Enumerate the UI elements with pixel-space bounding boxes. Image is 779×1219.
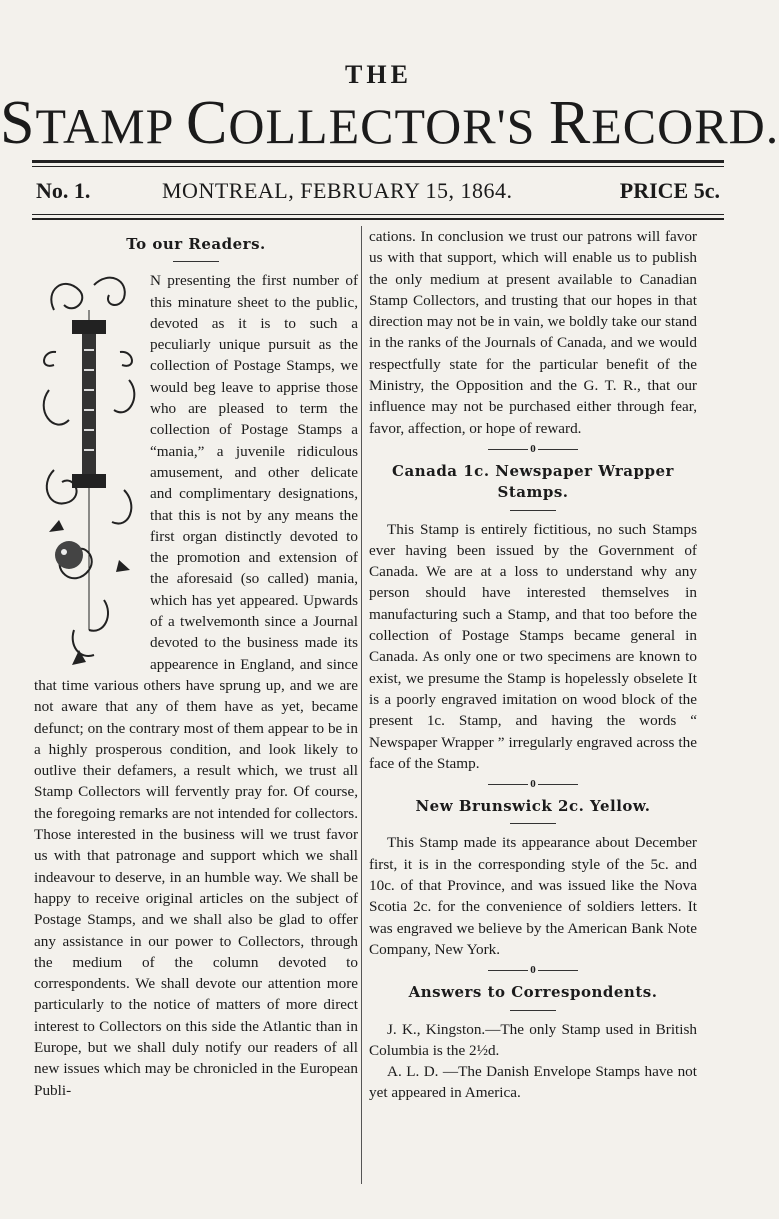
masthead-rule-thick <box>32 160 724 163</box>
heading-to-our-readers: To our Readers. <box>126 235 266 253</box>
issue-rule-thin <box>32 214 724 215</box>
heading-answers: Answers to Correspondents. <box>408 983 658 1002</box>
heading-underline <box>510 510 556 511</box>
masthead-rule-thin <box>32 166 724 167</box>
answer-item: J. K., Kingston.—The only Stamp used in British Columbia is the 2½d. <box>369 1020 697 1059</box>
issue-line <box>32 178 724 208</box>
heading-underline <box>173 261 219 262</box>
masthead-title: STAMP COLLECTOR'S RECORD. <box>0 89 779 157</box>
column-divider <box>361 226 362 1184</box>
canada-wrapper-text: This Stamp is entirely fictitious, no such Stamps ever having been issued by the Government of Canada. We are at a loss to understand why any person should have interested themselves in manufacturing such a Stamp, and that too before the collection of Postage Stamps became general in Canada. As only one or two specimens are known to exist, we presume the Stamp is hopelessly obselete It is a poorly engraved imitation on wood block of the present 1c. Stamp, and having the words “ Newspaper Wrapper ” irregularly engraved across the face of the Stamp. <box>369 520 697 772</box>
issue-number: No. 1. <box>36 178 91 203</box>
issue-price: PRICE 5c. <box>619 178 720 203</box>
masthead-the: THE <box>345 60 412 89</box>
heading-underline <box>510 1010 556 1011</box>
heading-new-brunswick: New Brunswick 2c. Yellow. <box>415 797 651 816</box>
left-column <box>34 226 358 1101</box>
heading-canada-wrapper: Canada 1c. Newspaper Wrapper Stamps. <box>392 461 674 502</box>
new-brunswick-text: This Stamp made its appearance about December first, it is in the corresponding style of the 5c. and 10c. of that Province, and was issued like the Nova Scotia 2c. for the convenience of soldiers letters. It was engraved we believe by the American Bank Note Company, New York. <box>369 834 697 958</box>
issue-date: MONTREAL, FEBRUARY 15, 1864. <box>162 178 513 203</box>
separator-ornament: 0 <box>369 443 697 455</box>
answer-item: A. L. D. —The Danish Envelope Stamps have not yet appeared in America. <box>369 1063 697 1102</box>
ornamental-initial-i-icon <box>34 270 144 670</box>
to-our-readers-continuation: cations. In conclusion we trust our patrons will favor us with that support, which will enable us to publish the only medium at present available to Canadian Stamp Collectors, and trusting that our hopes in that direction may not be in vain, we boldly take our stand in the ranks of the Journals of Canada, and we would respectfully state for the particular benefit of the Ministry, the Opposition and the G. T. R., that our influence may not be purchased either through fear, favor, affection, or hope of reward. <box>369 228 697 437</box>
right-column <box>369 226 697 1104</box>
separator-ornament: 0 <box>369 964 697 976</box>
heading-underline <box>510 823 556 824</box>
issue-rule-thick <box>32 218 724 220</box>
separator-ornament: 0 <box>369 778 697 790</box>
to-our-readers-text: N presenting the first number of this minature sheet to the public, devoted as it is to such a peculiarly unique pursuit as the collection of Postage Stamps, we would beg leave to apprise those who are pleased to term the collection of Postage Stamps a “mania,” a juvenile ridiculous amusement, and other delicate and complimentary designations, that this is not by any means the first organ distinctly devoted to the promotion and extension of the aforesaid (so called) mania, which has yet appeared. Upwards of a twelvemonth since a Journal devoted to the business made its appearence in England, and since that time various others have sprung up, and we are not aware that any of them have as yet, became defunct; on the contrary most of them appear to be in a highly prosperous condition, and look likely to outlive their defamers, a result which, we trust all Stamp Collectors will fervently pray for. Of course, the foregoing remarks are not intended for collectors. Those interested in the business will we trust favor us with that patronage and support which we shall indeavour to deserve, in an humble way. We shall be happy to receive original articles on the subject of Postage Stamps, and we shall also be glad to offer any assistance in our power to Collectors, through the medium of the column devoted to correspondents. We shall devote our attention more particularly to the notice of matters of more direct interest to Collectors on this side the Atlantic than in Europe, but we shall duly notify our readers of all new issues which may be chronicled in the European Publi- <box>34 272 358 1099</box>
